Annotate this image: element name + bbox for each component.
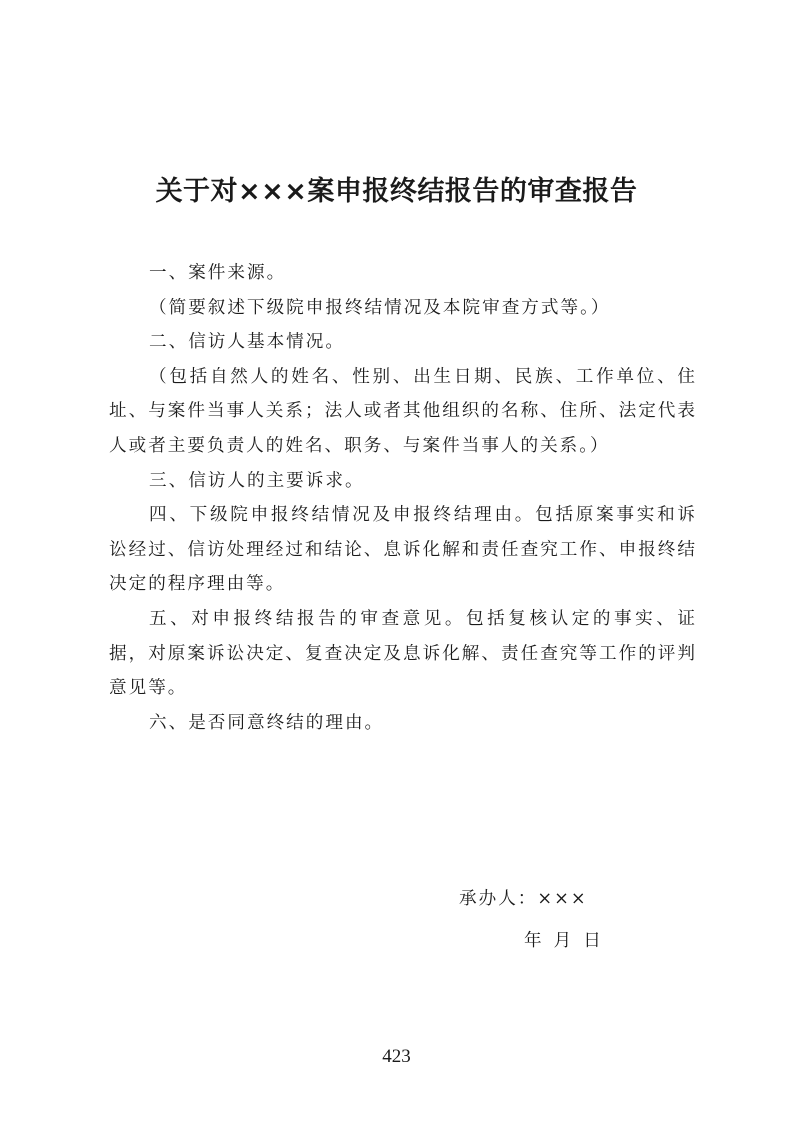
date-year: 年	[524, 931, 542, 951]
section-2-heading: 二、信访人基本情况。	[149, 332, 345, 353]
section-1-heading: 一、案件来源。	[149, 263, 287, 283]
date-line	[524, 926, 601, 956]
date-day: 日	[583, 931, 601, 951]
signer-line: 承办人：×××	[459, 889, 588, 909]
section-1-note: （简要叙述下级院申报终结情况及本院审查方式等。）	[149, 297, 611, 318]
document-title: 关于对×××案申报终结报告的审查报告	[155, 176, 638, 207]
section-3-heading: 三、信访人的主要诉求。	[149, 470, 365, 491]
section-4-paragraph: 四、下级院申报终结情况及申报终结理由。包括原案事实和诉讼经过、信访处理经过和结论、息诉化解和责任查究工作、申报终结决定的程序理由等。	[109, 505, 697, 595]
page-number: 423	[382, 1046, 411, 1067]
document-body	[109, 256, 697, 740]
section-2-note: （包括自然人的姓名、性别、出生日期、民族、工作单位、住址、与案件当事人关系；法人或者其他组织的名称、住所、法定代表人或者主要负责人的姓名、职务、与案件当事人的关系。）	[109, 366, 697, 456]
date-month: 月	[553, 931, 572, 951]
section-5-paragraph: 五、对申报终结报告的审查意见。包括复核认定的事实、证据，对原案诉讼决定、复查决定及息诉化解、责任查究等工作的评判意见等。	[109, 608, 697, 699]
section-6-heading: 六、是否同意终结的理由。	[149, 712, 385, 733]
